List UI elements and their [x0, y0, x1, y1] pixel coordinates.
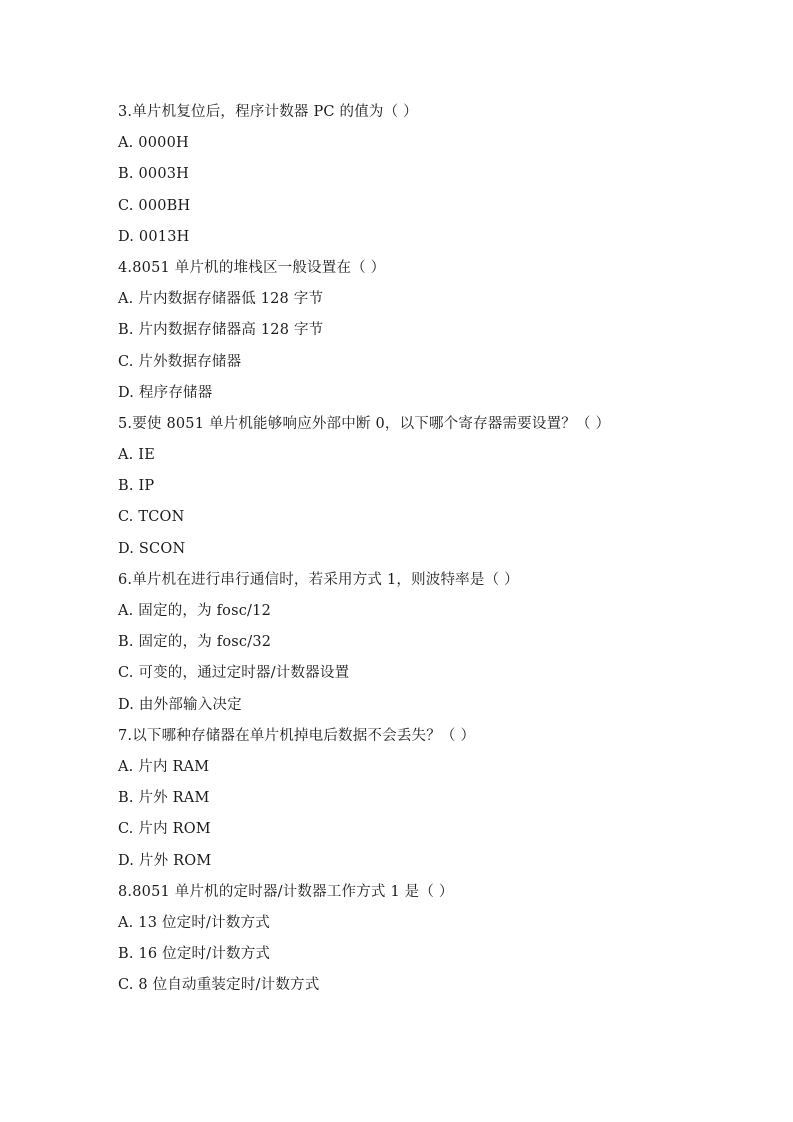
question-4-option-a: A. 片内数据存储器低 128 字节: [118, 291, 324, 308]
question-7-stem: 7.以下哪种存储器在单片机掉电后数据不会丢失？（ ）: [118, 727, 476, 744]
question-7-option-b: B. 片外 RAM: [118, 790, 210, 807]
question-6-option-d: D. 由外部输入决定: [118, 696, 242, 713]
question-8-option-a: A. 13 位定时/计数方式: [118, 914, 270, 931]
question-4-option-d: D. 程序存储器: [118, 384, 213, 401]
question-5-option-d: D. SCON: [118, 540, 186, 557]
question-6-stem: 6.单片机在进行串行通信时，若采用方式 1，则波特率是（ ）: [118, 571, 519, 588]
question-5-stem: 5.要使 8051 单片机能够响应外部中断 0，以下哪个寄存器需要设置？（ ）: [118, 415, 611, 432]
question-8-option-b: B. 16 位定时/计数方式: [118, 946, 271, 963]
question-4-option-c: C. 片外数据存储器: [118, 353, 242, 370]
question-8-option-c: C. 8 位自动重装定时/计数方式: [118, 977, 320, 994]
question-5-option-b: B. IP: [118, 478, 155, 495]
question-7-option-c: C. 片内 ROM: [118, 821, 211, 838]
question-6-option-b: B. 固定的，为 fosc/32: [118, 634, 272, 651]
question-7-option-d: D. 片外 ROM: [118, 852, 212, 869]
question-3-stem: 3.单片机复位后，程序计数器 PC 的值为（ ）: [118, 104, 418, 120]
question-3-option-c: C. 000BH: [118, 197, 191, 214]
question-8-stem: 8.8051 单片机的定时器/计数器工作方式 1 是（ ）: [118, 883, 454, 900]
question-6-option-c: C. 可变的，通过定时器/计数器设置: [118, 665, 350, 682]
question-5-option-a: A. IE: [118, 447, 156, 464]
question-3-option-b: B. 0003H: [118, 166, 190, 183]
question-3-option-a: A. 0000H: [118, 135, 189, 152]
question-4-option-b: B. 片内数据存储器高 128 字节: [118, 322, 324, 339]
question-4-stem: 4.8051 单片机的堆栈区一般设置在（ ）: [118, 259, 386, 276]
question-list: [118, 98, 758, 1002]
question-3-option-d: D. 0013H: [118, 228, 190, 245]
question-6-option-a: A. 固定的，为 fosc/12: [118, 603, 271, 619]
question-5-option-c: C. TCON: [118, 509, 185, 526]
question-7-option-a: A. 片内 RAM: [118, 758, 210, 775]
